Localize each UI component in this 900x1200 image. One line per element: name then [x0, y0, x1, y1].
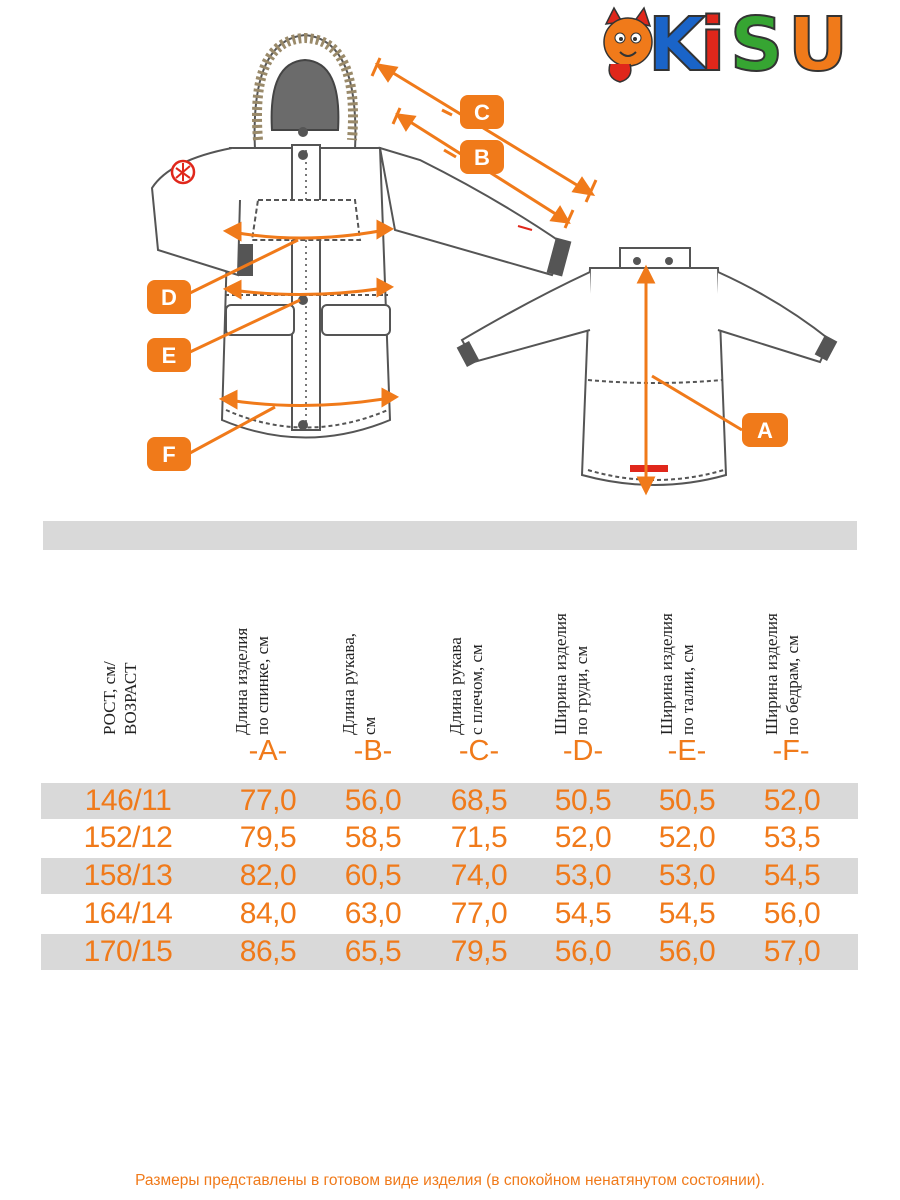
- column-letter-d: -D-: [562, 735, 604, 767]
- back-tag: [630, 465, 668, 472]
- column-header-line: Ширина изделия: [551, 613, 570, 735]
- column-header-a: [218, 560, 328, 735]
- value-cell: 52,0: [658, 821, 716, 854]
- column-header-b: [325, 560, 435, 735]
- value-cell: 77,0: [239, 784, 297, 817]
- value-cell: 68,5: [450, 784, 508, 817]
- column-header-d: [537, 560, 647, 735]
- value-cell: 71,5: [450, 821, 508, 854]
- label-f: F: [162, 442, 176, 467]
- column-header-line: Длина рукава,: [339, 633, 358, 735]
- column-header-c: [432, 560, 542, 735]
- value-cell: 84,0: [239, 897, 297, 930]
- column-header-e: [643, 560, 753, 735]
- label-b: B: [474, 145, 490, 170]
- size-cell: 170/15: [83, 935, 173, 968]
- value-cell: 53,0: [658, 859, 716, 892]
- value-cell: 63,0: [344, 897, 402, 930]
- column-header-line: см: [360, 716, 379, 735]
- column-header-line: по бедрам, см: [783, 635, 802, 735]
- size-cell: 158/13: [83, 859, 173, 892]
- column-letter-e: -E-: [667, 735, 707, 767]
- column-letter-b: -B-: [353, 735, 393, 767]
- column-letter-a: -A-: [248, 735, 288, 767]
- logo-letter-u: U: [788, 2, 849, 88]
- size-cell: 152/12: [83, 821, 173, 854]
- label-a: A: [757, 418, 773, 443]
- column-header-line: с плечом, см: [467, 644, 486, 735]
- table-row: [41, 896, 858, 932]
- value-cell: 86,5: [239, 935, 297, 968]
- front-view: [152, 35, 570, 438]
- sleeve-patch: [172, 161, 194, 183]
- column-letter-f: -F-: [772, 735, 810, 767]
- value-cell: 79,5: [239, 821, 297, 854]
- column-header-line: по спинке, см: [253, 636, 272, 735]
- value-cell: 54,5: [763, 859, 821, 892]
- column-header-line: по талии, см: [678, 644, 697, 735]
- size-cell: 146/11: [84, 784, 172, 817]
- value-cell: 60,5: [344, 859, 402, 892]
- value-cell: 65,5: [344, 935, 402, 968]
- value-cell: 79,5: [450, 935, 508, 968]
- column-header-f: [748, 560, 858, 735]
- value-cell: 50,5: [554, 784, 612, 817]
- label-d: D: [161, 285, 177, 310]
- label-c: C: [474, 100, 490, 125]
- value-cell: 52,0: [554, 821, 612, 854]
- logo-letter-k: K: [648, 2, 706, 88]
- column-letter-c: -C-: [458, 735, 500, 767]
- label-e: E: [161, 343, 177, 368]
- size-cell: 164/14: [83, 897, 173, 930]
- table-row: [41, 858, 858, 894]
- value-cell: 58,5: [344, 821, 402, 854]
- table-row: [41, 783, 858, 819]
- value-cell: 52,0: [763, 784, 821, 817]
- column-header-line: Ширина изделия: [657, 613, 676, 735]
- value-cell: 54,5: [658, 897, 716, 930]
- logo-letter-s: S: [730, 2, 784, 88]
- value-cell: 53,0: [554, 859, 612, 892]
- column-header-line: Длина рукава: [446, 637, 465, 735]
- logo-letter-i: i: [700, 2, 726, 88]
- footnote: Размеры представлены в готовом виде изделия (в спокойном ненатянутом состоянии).: [135, 1172, 765, 1189]
- column-header-line: по груди, см: [572, 645, 591, 735]
- value-cell: 54,5: [554, 897, 612, 930]
- value-cell: 56,0: [344, 784, 402, 817]
- value-cell: 50,5: [658, 784, 716, 817]
- table-header-band: [43, 521, 857, 550]
- value-cell: 53,5: [763, 821, 821, 854]
- value-cell: 74,0: [450, 859, 508, 892]
- parka-measurement-diagram: [0, 0, 900, 510]
- table-row: [41, 934, 858, 970]
- table-row: [41, 820, 858, 856]
- value-cell: 56,0: [554, 935, 612, 968]
- value-cell: 77,0: [450, 897, 508, 930]
- value-cell: 56,0: [763, 897, 821, 930]
- value-cell: 56,0: [658, 935, 716, 968]
- row-header-line-1: РОСТ, см/: [100, 661, 119, 735]
- row-header-line-2: ВОЗРАСТ: [121, 662, 140, 735]
- value-cell: 57,0: [763, 935, 821, 968]
- column-header-line: Длина изделия: [232, 627, 251, 735]
- column-header-line: Ширина изделия: [762, 613, 781, 735]
- value-cell: 82,0: [239, 859, 297, 892]
- row-header-text: [99, 661, 141, 735]
- row-header: [86, 560, 196, 735]
